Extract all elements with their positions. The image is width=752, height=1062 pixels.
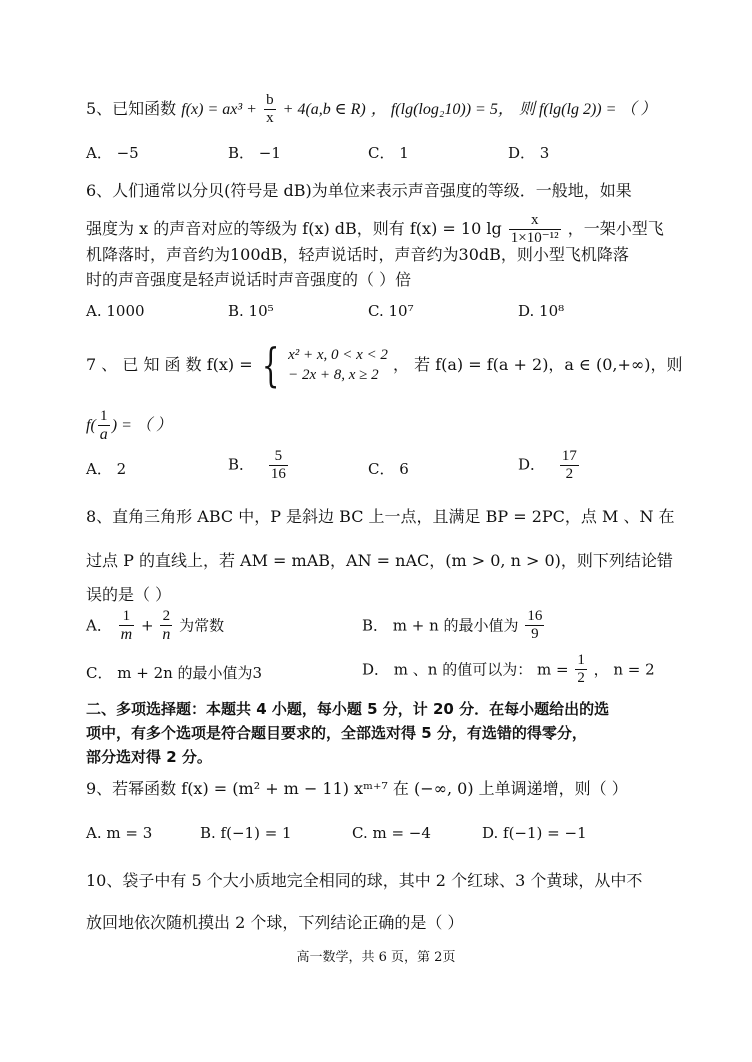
q6-line-1: 6、人们通常以分贝(符号是 dB)为单位来表示声音强度的等级．一般地，如果: [86, 181, 632, 200]
q7-option-d-label: D．: [518, 455, 546, 474]
q7-cases: [288, 345, 388, 385]
q7-option-b-frac: [269, 448, 288, 483]
section-2-line-2: 项中，有多个选项是符合题目要求的，全部选对得 5 分，有选错的得零分，: [86, 724, 587, 742]
q8-option-b-num: 16: [527, 608, 543, 624]
q7-condition: ， 若 f(a) = f(a + 2)，a ∈ (0,+∞)，则: [393, 355, 683, 374]
q5-ask: 则 f(lg(lg 2)) = （ ）: [518, 101, 657, 118]
q8-line-2: 过点 P 的直线上，若 AM = mAB，AN = nAC，(m > 0, n > 0)，则下列结论错: [86, 551, 673, 570]
q8-option-d-frac: [575, 652, 587, 687]
q9-option-a: A. m = 3: [86, 824, 153, 842]
q8-option-a-num-1: 1: [119, 608, 135, 626]
q6-option-d: D. 10⁸: [518, 302, 565, 320]
q8-option-b-den: 9: [531, 626, 539, 642]
q8-line-3: 误的是（ ）: [86, 585, 172, 604]
q7-ask-den: a: [99, 426, 108, 443]
q8-option-a-label: A．: [86, 616, 112, 635]
q7-brace: {: [261, 338, 280, 392]
q7-ask: [86, 408, 172, 443]
q8-option-a-frac-1: [119, 608, 135, 643]
q8-option-a-den-1: m: [120, 626, 133, 643]
q7-option-a: A． 2: [86, 460, 127, 478]
q6-line-2a: 强度为 x 的声音对应的等级为 f(x) dB，则有 f(x) = 10 lg: [86, 219, 502, 238]
q6-frac: [509, 212, 561, 247]
q5-frac: [264, 92, 276, 127]
q6-line-4: 时的声音强度是轻声说话时声音强度的（ ）倍: [86, 270, 412, 289]
q7-option-d: [518, 448, 581, 483]
q6-option-a: A. 1000: [86, 302, 145, 320]
q8-option-d-den: 2: [577, 670, 585, 686]
q7-option-c: C． 6: [368, 460, 409, 478]
q9-stem: 9、若幂函数 f(x) = (m² + m − 11) xᵐ⁺⁷ 在 (−∞, 0) 上单调递增，则（ ）: [86, 779, 628, 798]
q8-option-b: [362, 608, 546, 643]
q6-line-2b: ，一架小型飞: [567, 219, 664, 238]
q8-option-d-text: D． m 、n 的值可以为： m =: [362, 660, 569, 679]
q6-option-c: C. 10⁷: [368, 302, 414, 320]
q6-frac-num: x: [509, 212, 561, 230]
q8-option-a-den-2: n: [162, 626, 171, 643]
q7-ask-num: 1: [98, 408, 110, 426]
q5-option-b: B． −1: [228, 144, 281, 162]
page-footer: 高一数学，共 6 页，第 2页: [296, 950, 456, 965]
q8-option-a-num-2: 2: [160, 608, 172, 626]
q5-condition: ， f(lg(log₂10)) = 5，: [370, 101, 514, 118]
q8-option-b-frac: [525, 608, 544, 643]
q8-option-b-text: B． m + n 的最小值为: [362, 616, 519, 635]
q5-frac-num: b: [266, 92, 274, 108]
q7-option-d-den: 2: [565, 466, 574, 482]
q6-line-2: [86, 212, 664, 247]
q5-stem: [86, 92, 656, 127]
q5-prefix: 5、已知函数: [86, 99, 177, 118]
q5-option-a: A． −5: [86, 144, 139, 162]
q5-option-d: D． 3: [508, 144, 550, 162]
q5-func: f(x) = ax³ +: [181, 101, 257, 118]
q7-option-b-num: 5: [269, 448, 288, 466]
q10-line-2: 放回地依次随机摸出 2 个球，下列结论正确的是（ ）: [86, 913, 464, 932]
q5-frac-den: x: [266, 110, 274, 126]
q7-ask-frac: [98, 408, 110, 443]
q6-line-3: 机降落时，声音约为100dB，轻声说话时，声音约为30dB，则小型飞机降落: [86, 245, 629, 264]
q7-prefix: 7 、 已 知 函 数 f(x) =: [86, 355, 253, 374]
q6-frac-den: 1×10⁻¹²: [510, 230, 559, 246]
q7-option-b: [228, 448, 290, 483]
q7-option-b-label: B．: [228, 455, 255, 474]
q10-line-1: 10、袋子中有 5 个大小质地完全相同的球，其中 2 个红球、3 个黄球，从中不: [86, 871, 643, 890]
q7-option-b-den: 16: [270, 466, 286, 482]
q8-option-a-frac-2: [160, 608, 172, 643]
q7-case-1: x² + x, 0 < x < 2: [288, 347, 388, 363]
q8-option-d: [362, 652, 655, 687]
q8-line-1: 8、直角三角形 ABC 中，P 是斜边 BC 上一点，且满足 BP = 2PC，点 M 、N 在: [86, 507, 675, 526]
q8-option-a-text: 为常数: [179, 616, 225, 635]
q5-option-c: C． 1: [368, 144, 409, 162]
q8-option-d-tail: ， n = 2: [593, 660, 655, 679]
q8-option-d-num: 1: [577, 652, 585, 668]
q7-ask-b: ) = （ ）: [111, 417, 172, 434]
q9-option-b: B. f(−1) = 1: [200, 824, 292, 842]
q7-case-2: − 2x + 8, x ≥ 2: [288, 367, 379, 383]
q9-option-c: C. m = −4: [352, 824, 431, 842]
q8-option-a: [86, 608, 224, 643]
q7-stem: [86, 338, 683, 392]
section-2-line-1: 二、多项选择题：本题共 4 小题，每小题 5 分，计 20 分．在每小题给出的选: [86, 700, 610, 718]
q9-option-d: D. f(−1) = −1: [482, 824, 587, 842]
section-2-line-3: 部分选对得 2 分。: [86, 748, 212, 766]
q8-option-c: C． m + 2n 的最小值为3: [86, 664, 263, 682]
q5-func-tail: + 4(a,b ∈ R): [282, 101, 366, 118]
q8-option-a-plus: +: [140, 616, 154, 635]
q6-option-b: B. 10⁵: [228, 302, 274, 320]
q7-ask-a: f(: [86, 417, 96, 434]
q7-option-d-num: 17: [561, 448, 577, 464]
q7-option-d-frac: [560, 448, 579, 483]
